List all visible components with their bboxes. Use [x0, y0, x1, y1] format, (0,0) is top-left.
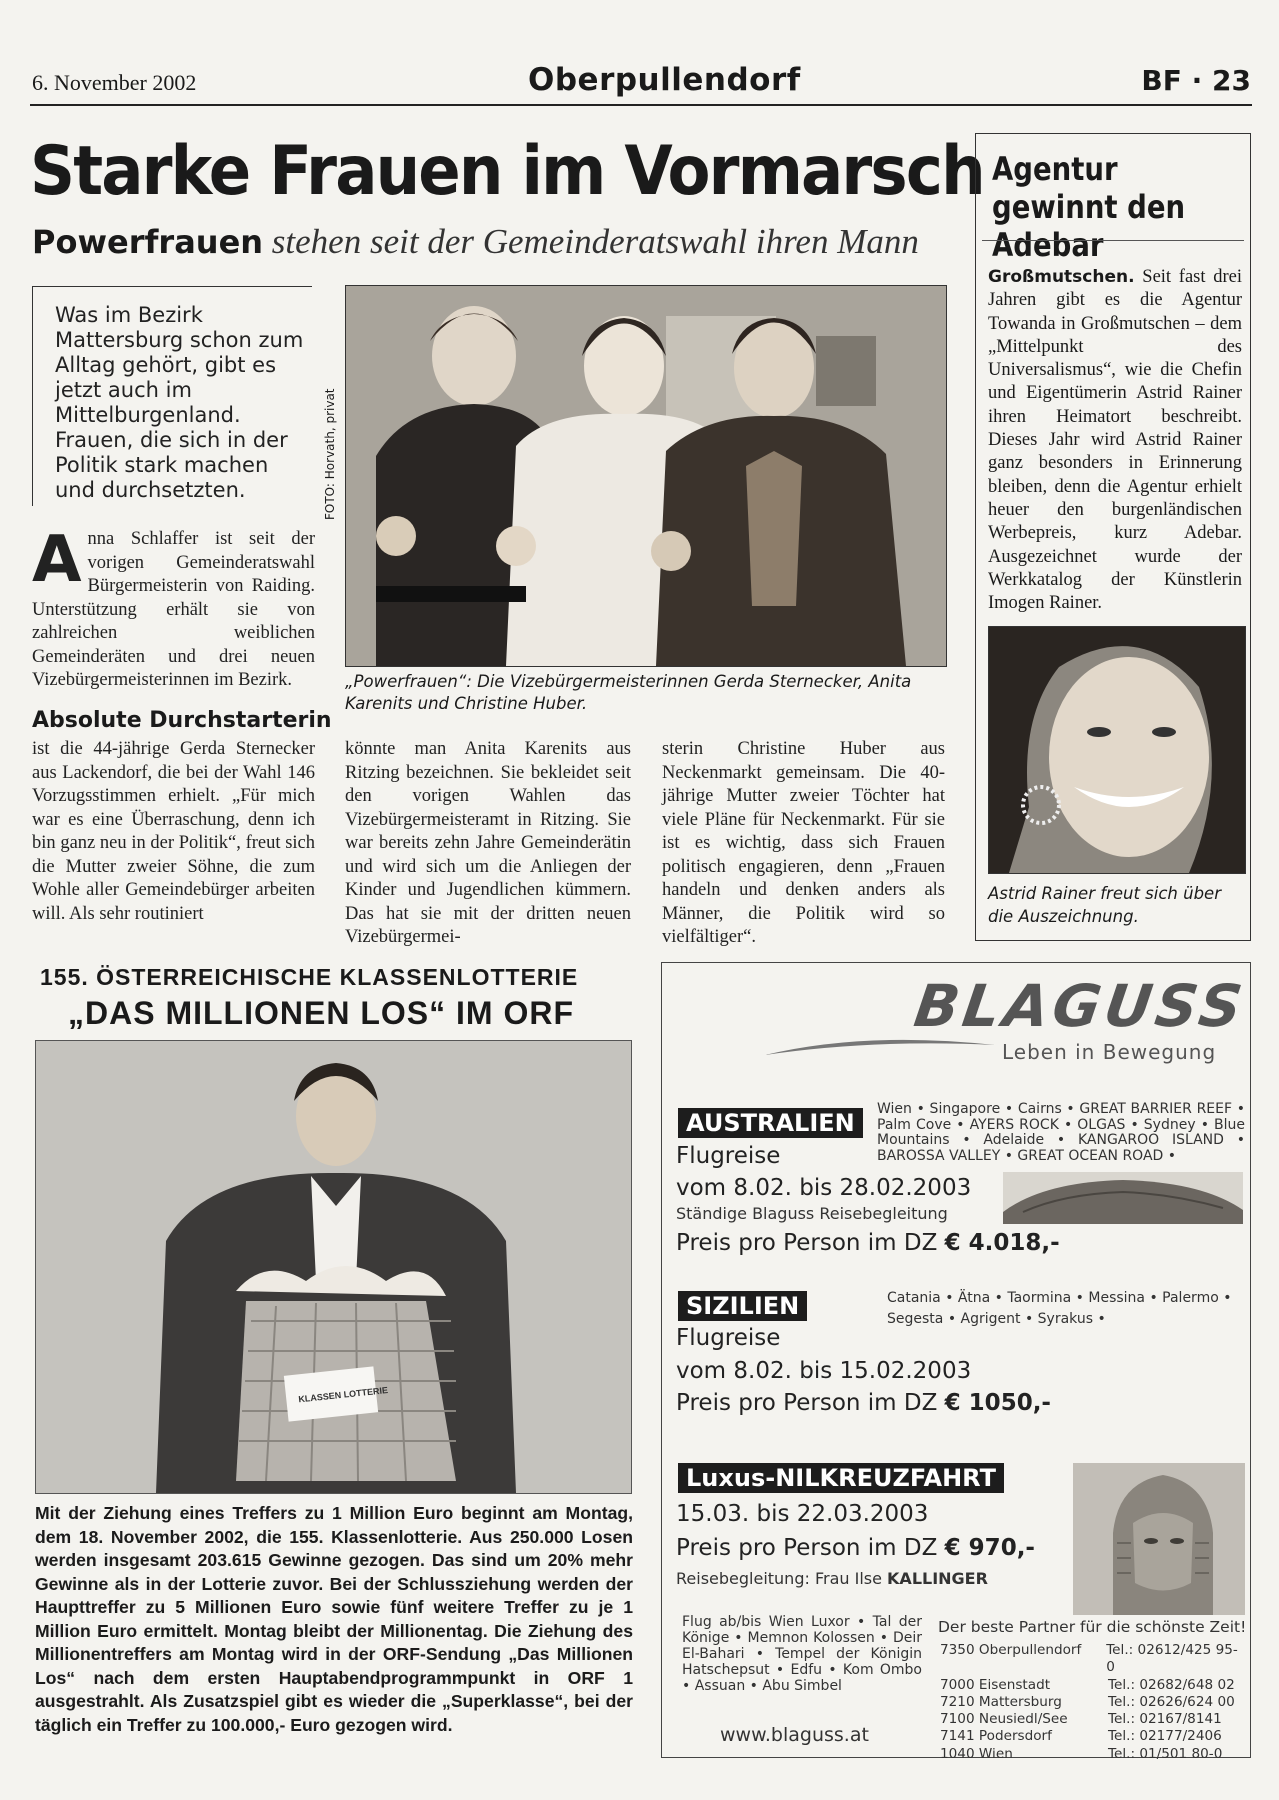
sphinx-image	[1073, 1463, 1245, 1615]
issue-date: 6. November 2002	[32, 70, 197, 95]
sicily-label: SIZILIEN	[678, 1291, 807, 1321]
nile-price-value: € 970,-	[944, 1535, 1035, 1561]
nile-itinerary: Flug ab/bis Wien Luxor • Tal der Könige • Memnon Kolossen • Deir El-Bahari • Tempel der Königin Hatschepsut • Edfu • Kom Ombo • Assuan • Abu Simbel	[682, 1614, 922, 1694]
article-headline: Starke Frauen im Vormarsch	[30, 132, 984, 211]
office-place: 7350 Oberpullendorf	[940, 1642, 1082, 1658]
sidebar-rule	[982, 240, 1244, 241]
photo-astrid-rainer	[988, 626, 1246, 874]
lottery-box-label: KLASSEN LOTTERIE	[297, 1385, 389, 1405]
sicily-type: Flugreise	[676, 1325, 781, 1351]
office-row	[940, 1677, 1245, 1694]
office-place: 7210 Mattersburg	[940, 1693, 1062, 1710]
article-subheading: Absolute Durchstarterin	[32, 708, 332, 733]
australia-price-prefix: Preis pro Person im DZ	[676, 1230, 938, 1256]
header-rule	[30, 104, 1252, 106]
office-tel: Tel.: 02177/2406	[1108, 1728, 1222, 1745]
office-list	[940, 1642, 1245, 1763]
sidebar-lead: Großmutschen.	[988, 267, 1135, 287]
section-title: Oberpullendorf	[528, 62, 801, 98]
page-number: BF · 23	[1141, 64, 1251, 97]
article-column-3: sterin Christine Huber aus Neckenmarkt gemeinsam. Die 40-jährige Mutter zweier Töchter hat viele Pläne für Neckenmarkt. Für sie ist es wichtig, dass sich Frauen politisch engagieren, denn „Frauen handeln und denken anders als Männer, die Politik wird so vielfältiger“.	[662, 739, 945, 947]
sicily-price-prefix: Preis pro Person im DZ	[676, 1390, 938, 1416]
office-tel: Tel.: 02682/648 02	[1108, 1676, 1235, 1693]
nile-label: Luxus-NILKREUZFAHRT	[678, 1463, 1004, 1493]
blaguss-tagline: Leben in Bewegung	[1002, 1040, 1217, 1064]
nile-escort-name: KALLINGER	[887, 1569, 988, 1588]
australia-destinations: Wien • Singapore • Cairns • GREAT BARRIER REEF • Palm Cove • AYERS ROCK • OLGAS • Sydney • Blue Mountains • Adelaide • KANGAROO ISLAND • BAROSSA VALLEY • GREAT OCEAN ROAD •	[877, 1101, 1245, 1164]
photo-credit: FOTO: Horvath, privat	[323, 388, 337, 520]
sicily-dates: vom 8.02. bis 15.02.2003	[676, 1358, 972, 1384]
office-tel: Tel.: 01/501 80-0	[1108, 1745, 1223, 1762]
subhead-italic: stehen seit der Gemeinderatswahl ihren Mann	[271, 222, 919, 261]
lottery-heading: 155. ÖSTERREICHISCHE KLASSENLOTTERIE	[40, 964, 579, 990]
sicily-price	[676, 1390, 1051, 1416]
article-teaser: Was im Bezirk Mattersburg schon zum Alltag gehört, gibt es jetzt auch im Mittelburgenland. Frauen, die sich in der Politik stark machen und durchsetzten.	[32, 286, 312, 506]
office-row	[940, 1642, 1245, 1677]
australia-price-value: € 4.018,-	[944, 1230, 1060, 1256]
sidebar-title: Agentur gewinnt den Adebar	[992, 150, 1186, 264]
article-column-1: ist die 44-jährige Gerda Sternecker aus Lackendorf, die bei der Wahl 146 Vorzugsstimmen erhielt. „Für mich war es eine Überraschung, denn ich bin ganz neu in der Politik“, freut sich die Mutter zweier Söhne, die zum Wohle aller Gemeindebürger arbeiten will. Als sehr routiniert	[32, 739, 315, 924]
australia-escort: Ständige Blaguss Reisebegleitung	[676, 1204, 948, 1223]
office-row	[940, 1711, 1245, 1728]
photo-astrid-rainer-illustration	[989, 627, 1245, 873]
office-place: 7000 Eisenstadt	[940, 1676, 1051, 1693]
drop-cap: A	[32, 523, 82, 597]
nile-dates: 15.03. bis 22.03.2003	[676, 1501, 929, 1527]
australia-label: AUSTRALIEN	[678, 1108, 863, 1138]
lottery-text: Mit der Ziehung eines Treffers zu 1 Million Euro beginnt am Montag, dem 18. November 2002, die 155. Klassenlotterie. Aus 250.000 Losen werden insgesamt 203.615 Gewinne gezogen. Das sind um 20% mehr Gewinne als in der Lotterie zuvor. Bei der Schlussziehung werden der Haupttreffer zu 5 Millionen Euro sowie fünf weitere Treffer zu je 1 Million Euro ermittelt. Montag bleibt der Millionentag. Die Ziehung des Millionentreffers am Montag wird in der ORF-Sendung „Das Millionen Los“ nach dem ersten Hauptabendprogrammpunkt in ORF 1 ausgestrahlt. Als Zusatzspiel gibt es wieder die „Superklasse“, bei der täglich ein Treffer zu 100.000,- Euro gezogen wird.	[35, 1503, 633, 1735]
office-row	[940, 1728, 1245, 1745]
photo-man-with-lottery-box	[35, 1040, 632, 1494]
nile-price	[676, 1535, 1035, 1561]
article-subhead	[32, 222, 919, 262]
partner-slogan: Der beste Partner für die schönste Zeit!	[938, 1618, 1247, 1636]
intro-text: nna Schlaffer ist seit der vorigen Gemeinderatswahl Bürgermeisterin von Raiding. Unterstützung erhält sie von zahlreichen weiblichen Gemeinderäten und drei neuen Vizebürgermeisterinnen im Bezirk.	[32, 529, 315, 690]
lottery-title: „DAS MILLIONEN LOS“ IM ORF	[68, 995, 574, 1031]
logo-swoosh-icon	[765, 1033, 995, 1059]
subhead-bold: Powerfrauen	[32, 223, 264, 261]
office-tel: Tel.: 02612/425 95-0	[1106, 1642, 1238, 1676]
nile-price-prefix: Preis pro Person im DZ	[676, 1535, 938, 1561]
uluru-image	[1003, 1172, 1243, 1224]
photo-caption: „Powerfrauen“: Die Vizebürgermeisterinnen Gerda Sternecker, Anita Karenits und Christine Huber.	[345, 672, 912, 713]
australia-price	[676, 1230, 1060, 1256]
nile-escort-prefix: Reisebegleitung: Frau Ilse	[676, 1569, 882, 1588]
photo-three-women	[345, 285, 947, 667]
article-column-2: könnte man Anita Karenits aus Ritzing bezeichnen. Sie bekleidet seit den vorigen Wahlen das Vizebürgermeisteramt in Ritzing. Sie war bereits zehn Jahre Gemeinderätin und wird sich um die Anliegen der Kinder und Jugendlichen kümmern. Das hat sie mit der dritten neuen Vizebürgermei-	[345, 739, 631, 947]
sidebar-body: Seit fast drei Jahren gibt es die Agentur Towanda in Großmutschen – dem „Mittelpunkt des Universalismus“, wie die Chefin und Eigentümerin Astrid Rainer ihren Heimatort beschreibt. Dieses Jahr wird Astrid Rainer ganz besonders in Erinnerung bleiben, denn die Agentur erhielt heuer den burgenländischen Werbepreis, kurz Adebar. Ausgezeichnet wurde der Werkkatalog der Künstlerin Imogen Rainer.	[988, 267, 1242, 614]
nile-escort	[676, 1569, 988, 1588]
office-tel: Tel.: 02167/8141	[1108, 1711, 1222, 1728]
blaguss-logo: BLAGUSS	[910, 972, 1251, 1040]
sidebar-photo-caption: Astrid Rainer freut sich über die Auszeichnung.	[988, 884, 1221, 926]
photo-three-women-illustration	[346, 286, 946, 666]
sicily-price-value: € 1050,-	[944, 1390, 1051, 1416]
office-place: 7141 Podersdorf	[940, 1728, 1052, 1745]
photo-man-illustration	[36, 1041, 631, 1493]
australia-type: Flugreise	[676, 1143, 781, 1169]
office-tel: Tel.: 02626/624 00	[1108, 1693, 1235, 1710]
office-place: 7100 Neusiedl/See	[940, 1711, 1068, 1728]
sidebar-text	[988, 266, 1242, 615]
article-intro	[32, 523, 315, 693]
office-row	[940, 1746, 1245, 1763]
office-row	[940, 1694, 1245, 1711]
sicily-destinations: Catania • Ätna • Taormina • Messina • Palermo • Segesta • Agrigent • Syrakus •	[887, 1290, 1232, 1327]
office-place: 1040 Wien	[940, 1745, 1013, 1762]
blaguss-website-link[interactable]: www.blaguss.at	[720, 1724, 869, 1746]
australia-dates: vom 8.02. bis 28.02.2003	[676, 1175, 972, 1201]
